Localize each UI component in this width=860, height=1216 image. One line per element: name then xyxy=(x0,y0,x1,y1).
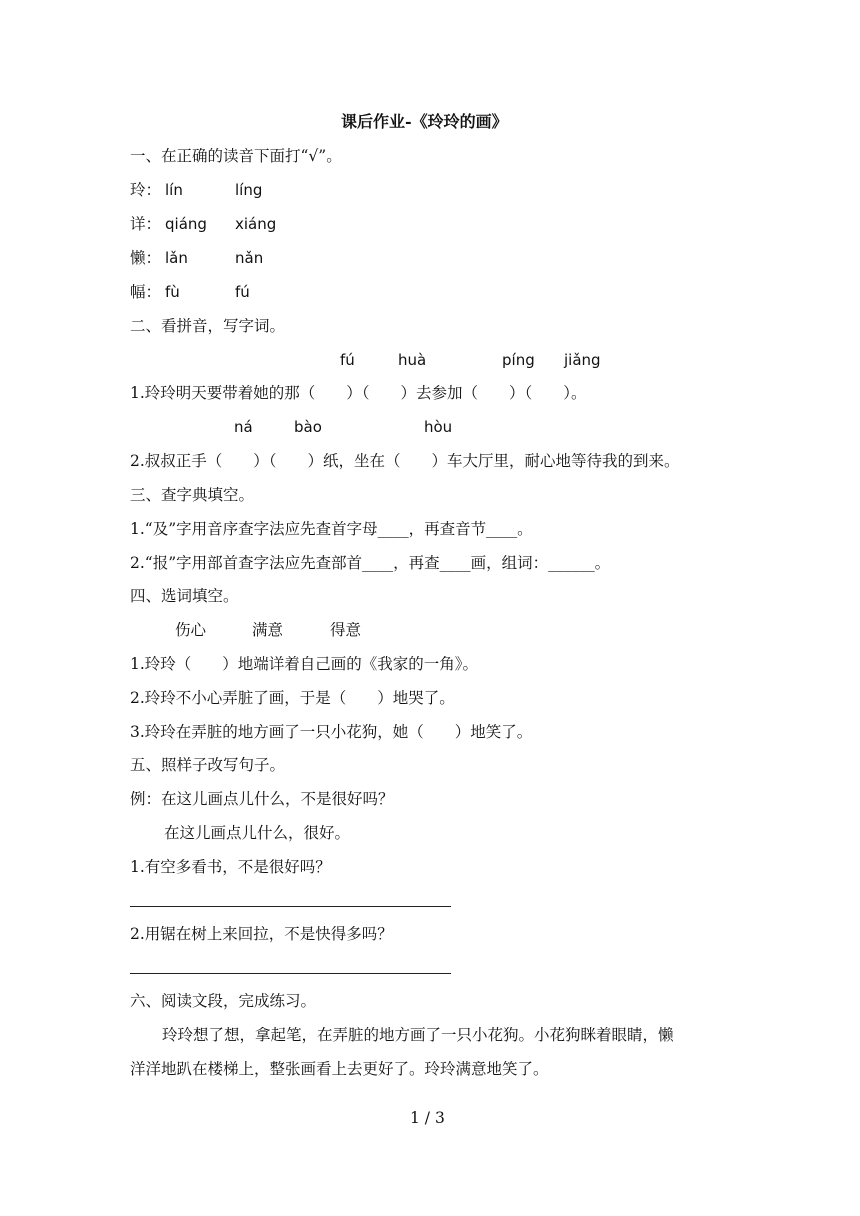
pinyin-hint: ná xyxy=(234,418,253,436)
section-1-heading: 一、在正确的读音下面打“√”。 xyxy=(130,147,342,165)
s5-example: 例：在这儿画点儿什么，不是很好吗？ xyxy=(130,790,394,808)
word-choice: 伤心 xyxy=(175,621,207,639)
page-title: 课后作业-《玲玲的画》 xyxy=(341,112,508,131)
s5-question-1: 1.有空多看书，不是很好吗？ xyxy=(130,858,331,876)
answer-line[interactable] xyxy=(130,973,451,974)
pinyin-hint: píng xyxy=(502,351,535,369)
section-2-heading: 二、看拼音，写字词。 xyxy=(130,317,286,335)
section-4-heading: 四、选词填空。 xyxy=(130,587,239,605)
s5-question-2: 2.用锯在树上来回拉，不是快得多吗？ xyxy=(130,925,393,943)
section-5-heading: 五、照样子改写句子。 xyxy=(130,756,286,774)
s6-paragraph-line-1: 玲玲想了想，拿起笔，在弄脏的地方画了一只小花狗。小花狗眯着眼睛，懒 xyxy=(162,1026,674,1044)
s1-row-option-a: lǎn xyxy=(165,249,188,267)
pinyin-hint: hòu xyxy=(424,418,453,436)
s1-row-option-a: lín xyxy=(165,181,183,199)
s1-row-option-b: fú xyxy=(235,283,250,301)
s3-question-1: 1.“及”字用音序查字法应先查首字母____，再查音节____。 xyxy=(130,520,533,538)
word-choice: 得意 xyxy=(330,621,362,639)
s5-example-answer: 在这儿画点儿什么，很好。 xyxy=(164,824,351,842)
s2-question-1: 1.玲玲明天要带着她的那（ ）（ ）去参加（ ）（ ）。 xyxy=(130,384,587,402)
s4-question-2: 2.玲玲不小心弄脏了画，于是（ ）地哭了。 xyxy=(130,689,455,707)
page-number: 1 / 3 xyxy=(410,1109,445,1127)
answer-line[interactable] xyxy=(130,906,451,907)
s1-row-char: 玲： xyxy=(130,181,162,199)
s1-row-char: 详： xyxy=(130,215,162,233)
s1-row-option-b: nǎn xyxy=(235,249,264,267)
s4-question-3: 3.玲玲在弄脏的地方画了一只小花狗，她（ ）地笑了。 xyxy=(130,723,533,741)
s1-row-option-b: líng xyxy=(235,181,263,199)
s6-paragraph-line-2: 洋洋地趴在楼梯上，整张画看上去更好了。玲玲满意地笑了。 xyxy=(130,1060,549,1078)
pinyin-hint: bào xyxy=(294,418,322,436)
s1-row-option-a: qiáng xyxy=(165,215,207,233)
s2-question-2: 2.叔叔正手（ ）（ ）纸，坐在（ ）车大厅里，耐心地等待我的到来。 xyxy=(130,452,680,470)
s1-row-option-a: fù xyxy=(165,283,180,301)
pinyin-hint: huà xyxy=(398,351,427,369)
pinyin-hint: jiǎng xyxy=(564,351,601,369)
s4-question-1: 1.玲玲（ ）地端详着自己画的《我家的一角》。 xyxy=(130,655,479,673)
pinyin-hint: fú xyxy=(340,351,355,369)
section-6-heading: 六、阅读文段，完成练习。 xyxy=(130,992,317,1010)
section-3-heading: 三、查字典填空。 xyxy=(130,486,255,504)
word-choice: 满意 xyxy=(252,621,284,639)
s3-question-2: 2.“报”字用部首查字法应先查部首____，再查____画，组词：______。 xyxy=(130,554,611,572)
s1-row-char: 幅： xyxy=(130,283,162,301)
s1-row-option-b: xiáng xyxy=(235,215,277,233)
s1-row-char: 懒： xyxy=(130,249,162,267)
